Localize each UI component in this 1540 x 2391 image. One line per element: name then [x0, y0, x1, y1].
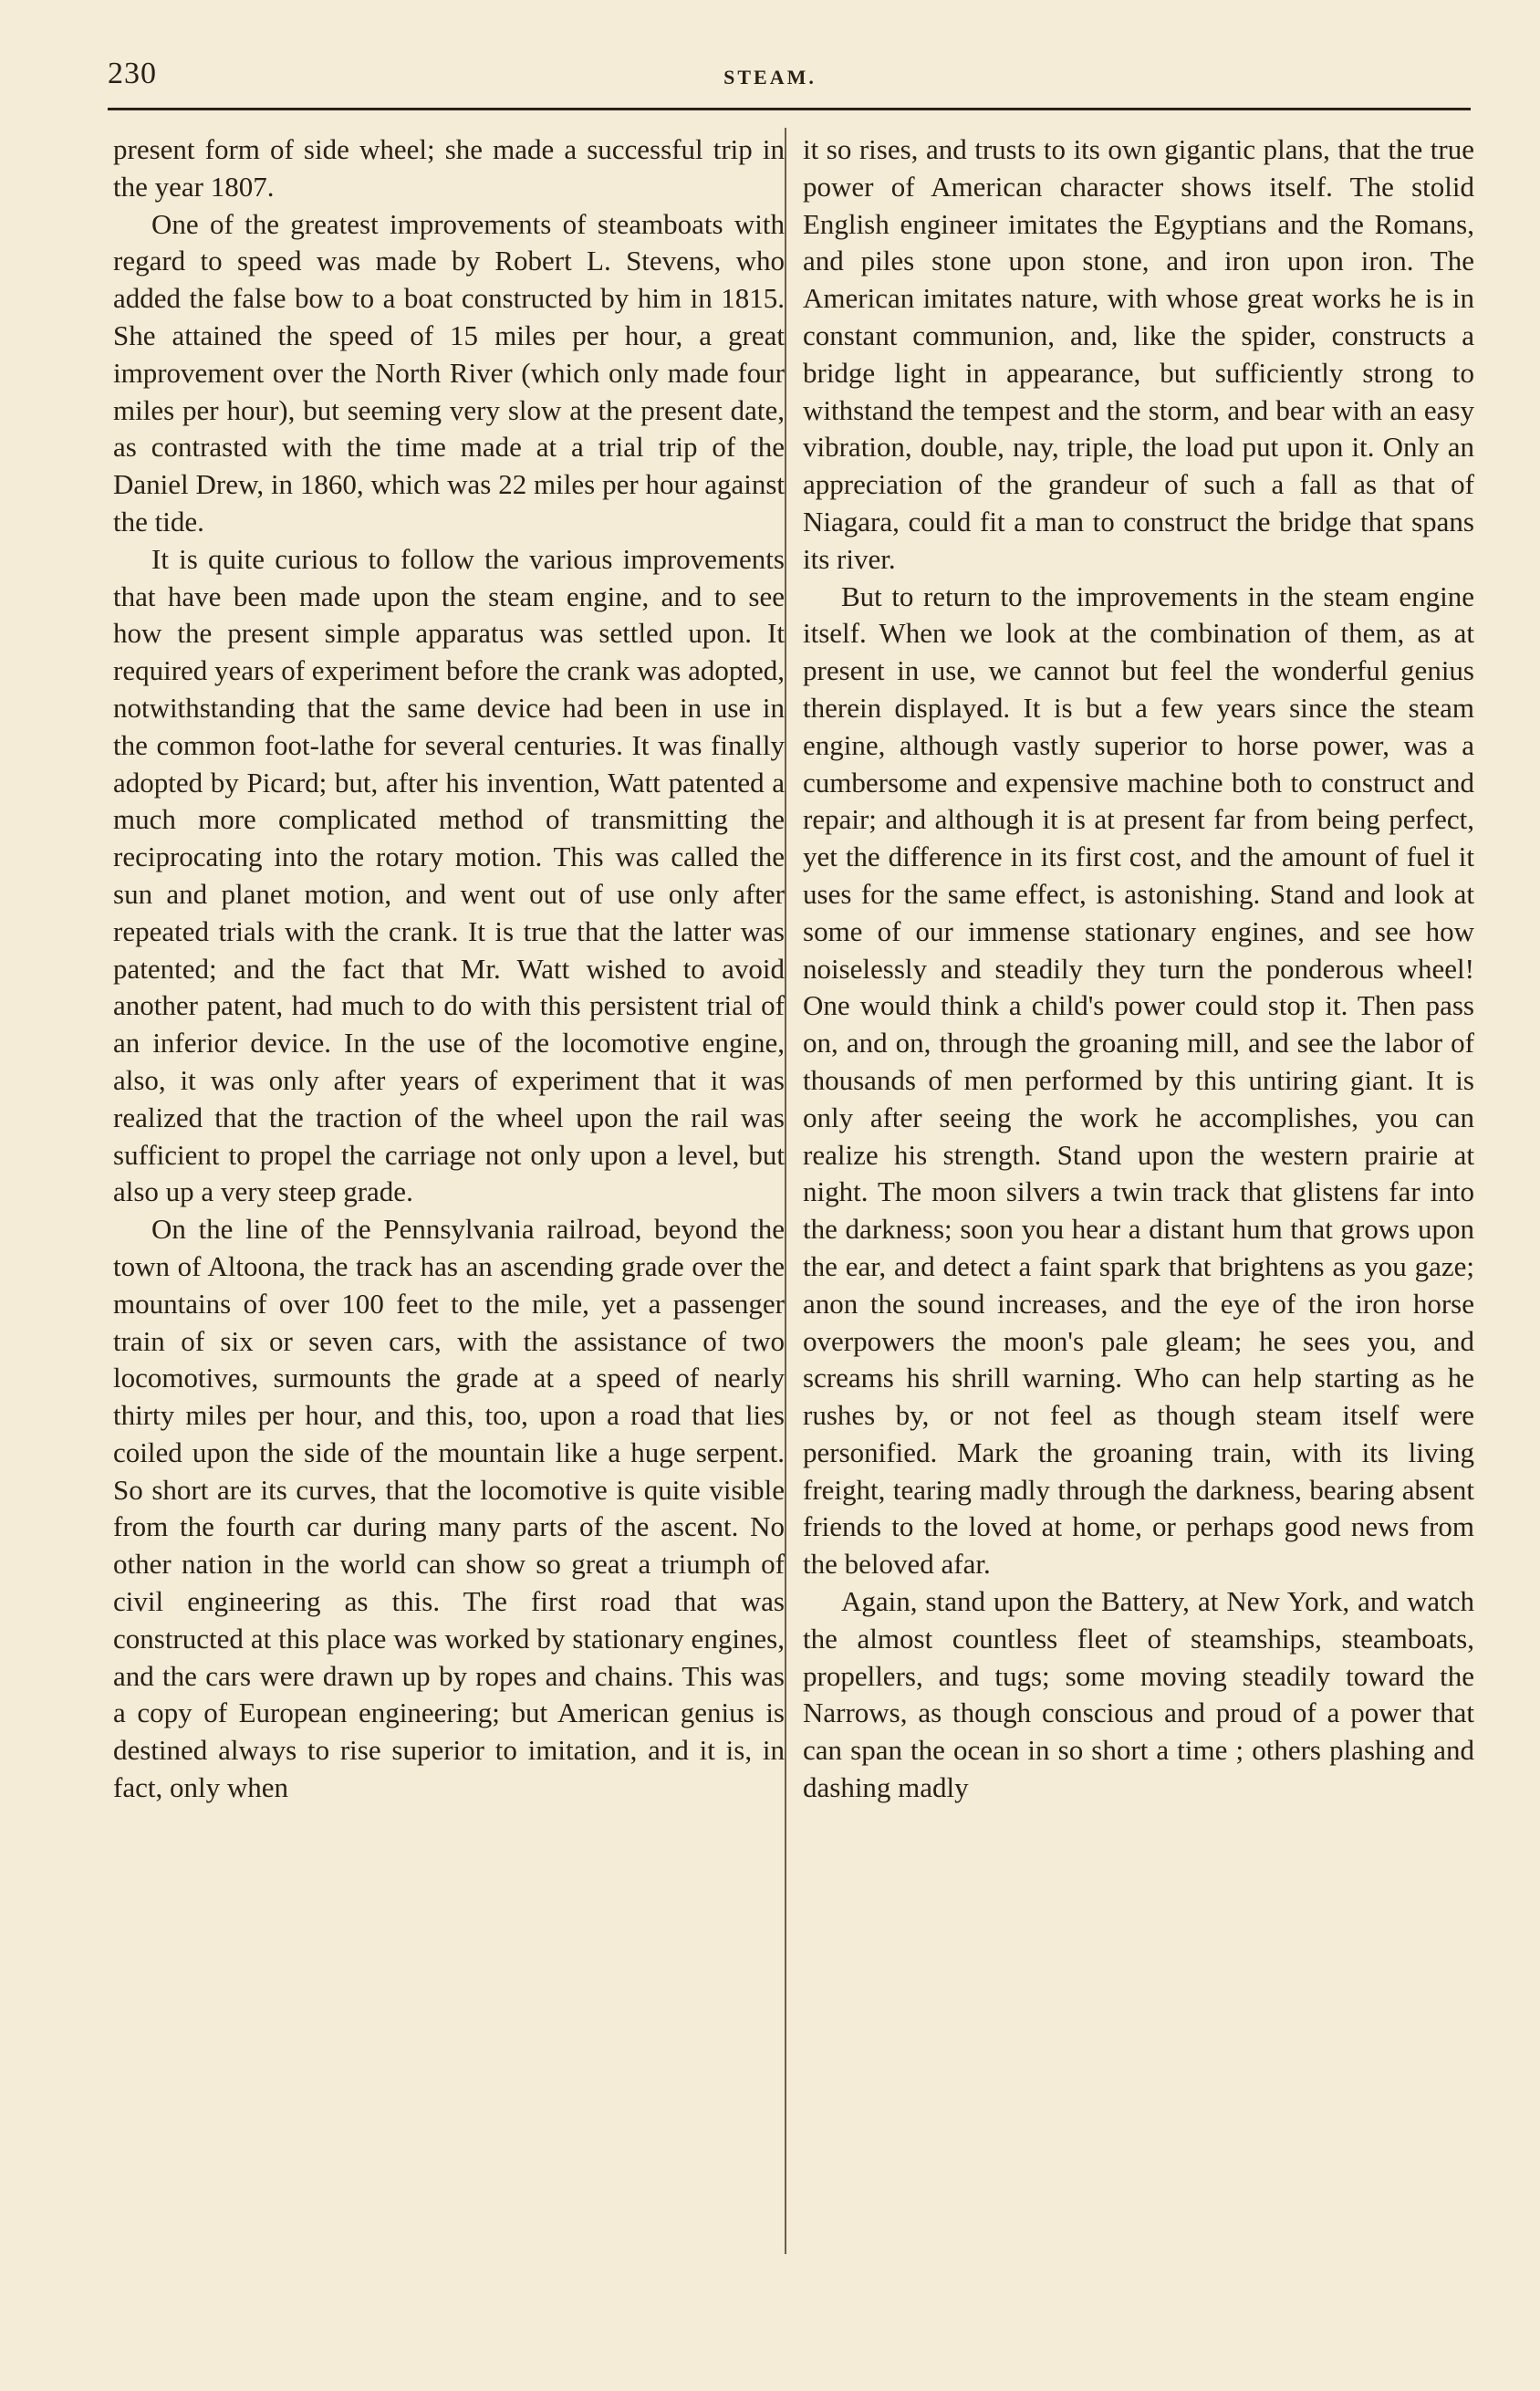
paragraph: It is quite curious to follow the various improvements that have been made upon the steam engine, and to see how the present simple apparatus was settled upon. It required years of experiment before the crank was adopted, notwithstanding that the same device had been in use in the common foot-lathe for several centuries. It was finally adopted by Picard; but, after his invention, Watt patented a much more complicated method of transmitting the reciprocating into the rotary motion. This was called the sun and planet motion, and went out of use only after repeated trials with the crank. It is true that the latter was patented; and the fact that Mr. Watt wished to avoid another patent, had much to do with this persistent trial of an inferior device. In the use of the locomotive engine, also, it was only after years of experiment that it was realized that the traction of the wheel upon the rail was sufficient to propel the carriage not only upon a level, but also up a very steep grade.	[113, 542, 785, 1208]
column-divider	[785, 128, 786, 2254]
header-rule	[108, 108, 1471, 110]
paragraph: On the line of the Pennsylvania railroad, beyond the town of Altoona, the track has an ascending grade over the mountains of over 100 feet to the mile, yet a passenger train of six or seven cars, with the assistance of two locomotives, surmounts the grade at a speed of nearly thirty miles per hour, and this, too, upon a road that lies coiled upon the side of the mountain like a huge serpent. So short are its curves, that the locomotive is quite visible from the fourth car during many parts of the ascent. No other nation in the world can show so great a triumph of civil engineering as this. The first road that was constructed at this place was worked by stationary engines, and the cars were drawn up by ropes and chains. This was a copy of European engineering; but American genius is destined always to rise superior to imitation, and it is, in fact, only when	[113, 1213, 785, 1804]
paragraph: But to return to the improvements in the steam engine itself. When we look at the combination of them, as at present in use, we cannot but feel the wonderful genius therein displayed. It is but a few years since the steam engine, although vastly superior to horse power, was a cumbersome and expensive machine both to construct and repair; and although it is at present far from being perfect, yet the difference in its first cost, and the amount of fuel it uses for the same effect, is astonishing. Stand and look at some of our immense stationary engines, and see how noiselessly and steadily they turn the ponderous wheel! One would think a child's power could stop it. Then pass on, and on, through the groaning mill, and see the labor of thousands of men performed by this untiring giant. It is only after seeing the work he accomplishes, you can realize his strength. Stand upon the western prairie at night. The moon silvers a twin track that glistens far into the darkness; soon you hear a distant hum that grows upon the ear, and detect a faint spark that brightens as you gaze; anon the sound increases, and the eye of the iron horse overpowers the moon's pale gleam; he sees you, and screams his shrill warning. Who can help starting as he rushes by, or not feel as though steam itself were personified. Mark the groaning train, with its living freight, tearing madly through the darkness, bearing absent friends to the loved at home, or perhaps good news from the beloved afar.	[803, 579, 1474, 1581]
paragraph: present form of side wheel; she made a successful trip in the year 1807.	[113, 133, 785, 203]
left-column	[113, 131, 785, 1807]
running-head: STEAM.	[723, 66, 817, 89]
paragraph: One of the greatest improvements of steamboats with regard to speed was made by Robert L. Stevens, who added the false bow to a boat constructed by him in 1815. She attained the speed of 15 miles per hour, a great improvement over the North River (which only made four miles per hour), but seeming very slow at the present date, as contrasted with the time made at a trial trip of the Daniel Drew, in 1860, which was 22 miles per hour against the tide.	[113, 207, 785, 538]
paragraph: it so rises, and trusts to its own gigantic plans, that the true power of American character shows itself. The stolid English engineer imitates the Egyptians and the Romans, and piles stone upon stone, and iron upon iron. The American imitates nature, with whose great works he is in constant communion, and, like the spider, constructs a bridge light in appearance, but sufficiently strong to withstand the tempest and the storm, and bear with an easy vibration, double, nay, triple, the load put upon it. Only an appreciation of the grandeur of such a fall as that of Niagara, could fit a man to construct the bridge that spans its river.	[803, 133, 1474, 575]
paragraph: Again, stand upon the Battery, at New York, and watch the almost countless fleet of steamships, steamboats, propellers, and tugs; some moving steadily toward the Narrows, as though conscious and proud of a power that can span the ocean in so short a time ; others plashing and dashing madly	[803, 1585, 1474, 1804]
page-number: 230	[108, 57, 157, 90]
right-column	[803, 131, 1474, 1807]
